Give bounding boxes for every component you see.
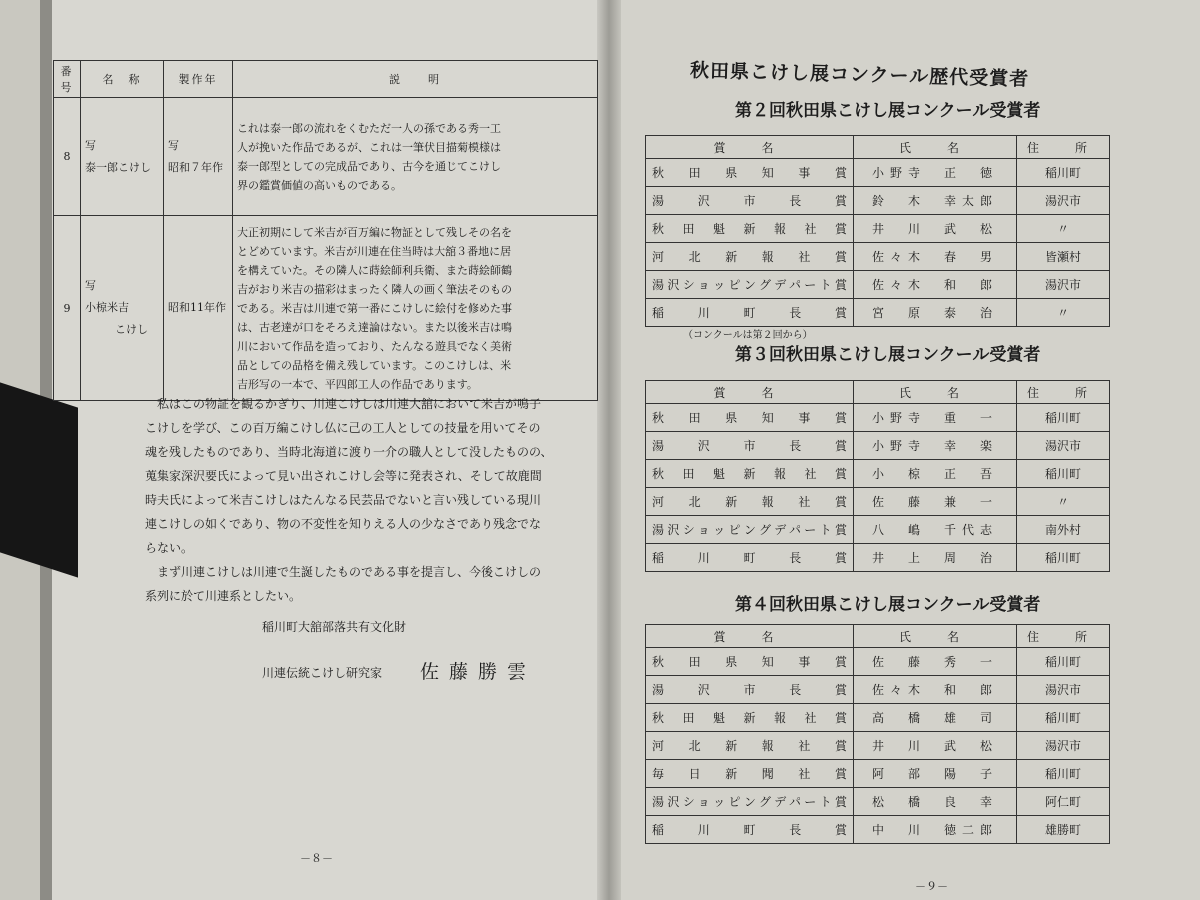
desc-line: 大正初期にして米吉が百万編に物証として残しその名を — [237, 225, 512, 239]
table-row — [646, 544, 1110, 572]
header-person: 氏 名 — [854, 136, 1017, 159]
table-row — [646, 215, 1110, 243]
winner-address: 湯沢市 — [1017, 676, 1110, 704]
year-line: 昭和７年作 — [168, 160, 223, 174]
winner-name: 佐々木 和 郎 — [854, 676, 1017, 704]
table-row — [646, 460, 1110, 488]
name-line: 泰一郎こけし — [85, 160, 151, 174]
award-name: 稲川町長賞 — [646, 544, 854, 572]
table-row — [646, 299, 1110, 327]
book-gutter — [597, 0, 621, 900]
contest-note: （コンクールは第２回から） — [683, 330, 813, 341]
desc-line: 界の鑑賞価値の高いものである。 — [237, 178, 402, 192]
winner-address: 〃 — [1017, 299, 1110, 327]
desc-line: 人が挽いた作品であるが、これは一筆伏目描菊模様は — [237, 140, 501, 154]
winner-name: 阿 部 陽 子 — [854, 760, 1017, 788]
winner-address: 〃 — [1017, 488, 1110, 516]
header-address: 住 所 — [1017, 381, 1110, 404]
award-name: 毎日新聞社賞 — [646, 760, 854, 788]
table-row — [646, 432, 1110, 460]
winner-address: 稲川町 — [1017, 460, 1110, 488]
table-row — [646, 516, 1110, 544]
header-award: 賞 名 — [646, 625, 854, 648]
name-line: 小椋米吉 — [85, 301, 129, 314]
award-name: 湯沢市長賞 — [646, 187, 854, 215]
winner-address: 稲川町 — [1017, 760, 1110, 788]
essay-line: 系列に於て川連系としたい。 — [145, 589, 302, 603]
essay-line: まず川連こけしは川連で生誕したものである事を提言し、今後こけしの — [157, 565, 542, 579]
winner-address: 南外村 — [1017, 516, 1110, 544]
header-address: 住 所 — [1017, 625, 1110, 648]
row-name — [81, 216, 164, 401]
winner-name: 井 川 武 松 — [854, 732, 1017, 760]
table-header-row — [646, 625, 1110, 648]
year-line: 昭和11年作 — [168, 301, 226, 314]
desc-line: を構えていた。その隣人に蒔絵師利兵衛、また蒔絵師鶴 — [237, 263, 512, 277]
award-name: 秋田県知事賞 — [646, 404, 854, 432]
row-number: 8 — [54, 98, 81, 216]
row-description — [233, 216, 598, 401]
section-title-3: 第３回秋田県こけし展コンクール受賞者 — [735, 345, 1041, 365]
header-year: 製作年 — [164, 61, 233, 98]
table-header-row — [646, 381, 1110, 404]
table-row — [646, 488, 1110, 516]
winner-address: 皆瀬村 — [1017, 243, 1110, 271]
winner-address: 〃 — [1017, 215, 1110, 243]
signature-name: 佐藤勝雲 — [420, 661, 537, 683]
table-row — [646, 243, 1110, 271]
header-person: 氏 名 — [854, 625, 1017, 648]
winner-name: 宮 原 泰 治 — [854, 299, 1017, 327]
section-title-4: 第４回秋田県こけし展コンクール受賞者 — [735, 595, 1041, 615]
winner-name: 松 橋 良 幸 — [854, 788, 1017, 816]
header-name: 名 称 — [81, 61, 164, 98]
table-row — [646, 788, 1110, 816]
awards-table-3 — [645, 380, 1110, 572]
signature-title: 川連伝統こけし研究家 — [262, 666, 383, 680]
winner-name: 八 嶋 千代志 — [854, 516, 1017, 544]
winner-name: 佐 藤 兼 一 — [854, 488, 1017, 516]
winner-name: 井 上 周 治 — [854, 544, 1017, 572]
essay-line: 蒐集家深沢要氏によって見い出されこけし会等に発表され、そして故鹿間 — [145, 469, 542, 483]
winner-name: 佐々木 和 郎 — [854, 271, 1017, 299]
essay-line: 連こけしの如くであり、物の不変性を知りえる人の少なさであり残念でな — [145, 517, 542, 531]
kokeshi-description-table — [53, 60, 598, 401]
winner-name: 小 椋 正 吾 — [854, 460, 1017, 488]
name-line: 写 — [85, 138, 96, 152]
essay-text — [145, 392, 585, 608]
award-name: 秋田県知事賞 — [646, 159, 854, 187]
page-number-right: －９－ — [915, 880, 948, 893]
row-name — [81, 98, 164, 216]
row-description — [233, 98, 598, 216]
table-row — [54, 216, 598, 401]
winner-address: 湯沢市 — [1017, 187, 1110, 215]
winner-address: 稲川町 — [1017, 648, 1110, 676]
name-line: 写 — [85, 279, 96, 292]
desc-line: 吉がおり米吉の描彩はまったく隣人の画く筆法そのもの — [237, 282, 512, 296]
winner-address: 稲川町 — [1017, 159, 1110, 187]
winner-name: 井 川 武 松 — [854, 215, 1017, 243]
header-award: 賞 名 — [646, 136, 854, 159]
winner-name: 佐 藤 秀 一 — [854, 648, 1017, 676]
desc-line: 川において作品を造っており、たんなる遊具でなく美術 — [237, 339, 512, 353]
row-year — [164, 216, 233, 401]
award-name: 稲川町長賞 — [646, 299, 854, 327]
winner-name: 佐々木 春 男 — [854, 243, 1017, 271]
winner-address: 稲川町 — [1017, 404, 1110, 432]
header-award: 賞 名 — [646, 381, 854, 404]
signature-affiliation: 稲川町大舘部落共有文化財 — [262, 620, 407, 634]
award-name: 湯沢市長賞 — [646, 676, 854, 704]
essay-line: 魂を残したものであり、当時北海道に渡り一介の職人として没したものの、 — [145, 445, 553, 459]
desc-line: 吉形写の一本で、平四郎工人の作品であります。 — [237, 377, 478, 391]
table-row — [646, 404, 1110, 432]
award-name: 河北新報社賞 — [646, 243, 854, 271]
winner-name: 高 橋 雄 司 — [854, 704, 1017, 732]
winner-name: 小野寺 正 徳 — [854, 159, 1017, 187]
desc-line: である。米吉は川連で第一番にこけしに絵付を修めた事 — [237, 301, 512, 315]
header-person: 氏 名 — [854, 381, 1017, 404]
award-name: 河北新報社賞 — [646, 488, 854, 516]
table-header-row — [54, 61, 598, 98]
year-line: 写 — [168, 138, 179, 152]
section-title-2: 第２回秋田県こけし展コンクール受賞者 — [735, 101, 1041, 121]
desc-line: は、古老達が口をそろえ達論はない。また以後米吉は鳴 — [237, 320, 512, 334]
winner-address: 稲川町 — [1017, 544, 1110, 572]
award-name: 秋田県知事賞 — [646, 648, 854, 676]
winner-address: 稲川町 — [1017, 704, 1110, 732]
winner-address: 湯沢市 — [1017, 271, 1110, 299]
award-name: 湯沢市長賞 — [646, 432, 854, 460]
essay-line: らない。 — [145, 541, 194, 555]
winner-name: 小野寺 幸 楽 — [854, 432, 1017, 460]
table-row — [646, 732, 1110, 760]
table-row — [646, 704, 1110, 732]
winner-address: 阿仁町 — [1017, 788, 1110, 816]
page-number-left: －８－ — [300, 852, 333, 865]
essay-line: 私はこの物証を観るかぎり、川連こけしは川連大舘において米吉が鳴子 — [157, 397, 542, 411]
header-description: 説 明 — [233, 61, 598, 98]
awards-table-2 — [645, 135, 1110, 327]
winner-name: 中 川 徳二郎 — [854, 816, 1017, 844]
row-number: 9 — [54, 216, 81, 401]
desc-line: 泰一郎型としての完成品であり、古今を通じてこけし — [237, 159, 501, 173]
awards-table-4 — [645, 624, 1110, 844]
winner-address: 湯沢市 — [1017, 432, 1110, 460]
winner-name: 鈴 木 幸太郎 — [854, 187, 1017, 215]
essay-line: 時夫氏によって米吉こけしはたんなる民芸品でないと言い残している現川 — [145, 493, 542, 507]
table-row — [646, 648, 1110, 676]
row-year — [164, 98, 233, 216]
table-row — [646, 816, 1110, 844]
award-name: 湯沢ショッピングデパート賞 — [646, 788, 854, 816]
essay-line: こけしを学び、この百万編こけし仏に己の工人としての技量を用いてその — [145, 421, 541, 435]
winner-address: 湯沢市 — [1017, 732, 1110, 760]
award-name: 河北新報社賞 — [646, 732, 854, 760]
award-name: 湯沢ショッピングデパート賞 — [646, 516, 854, 544]
table-header-row — [646, 136, 1110, 159]
award-name: 秋田魁新報社賞 — [646, 215, 854, 243]
table-row — [646, 271, 1110, 299]
award-name: 湯沢ショッピングデパート賞 — [646, 271, 854, 299]
desc-line: これは泰一郎の流れをくむただ一人の孫である秀一工 — [237, 121, 501, 135]
header-address: 住 所 — [1017, 136, 1110, 159]
table-row — [646, 760, 1110, 788]
table-row — [646, 676, 1110, 704]
winner-name: 小野寺 重 一 — [854, 404, 1017, 432]
name-line: こけし — [115, 323, 148, 336]
desc-line: とどめています。米吉が川連在住当時は大舘３番地に居 — [237, 244, 512, 258]
award-name: 稲川町長賞 — [646, 816, 854, 844]
header-number: 番号 — [54, 61, 81, 98]
desc-line: 品としての品格を備え残しています。このこけしは、米 — [237, 358, 512, 372]
table-row — [646, 187, 1110, 215]
table-row — [646, 159, 1110, 187]
table-row — [54, 98, 598, 216]
award-name: 秋田魁新報社賞 — [646, 704, 854, 732]
dark-object — [0, 382, 78, 577]
award-name: 秋田魁新報社賞 — [646, 460, 854, 488]
winner-address: 雄勝町 — [1017, 816, 1110, 844]
page-title: 秋田県こけし展コンクール歴代受賞者 — [689, 59, 1030, 91]
